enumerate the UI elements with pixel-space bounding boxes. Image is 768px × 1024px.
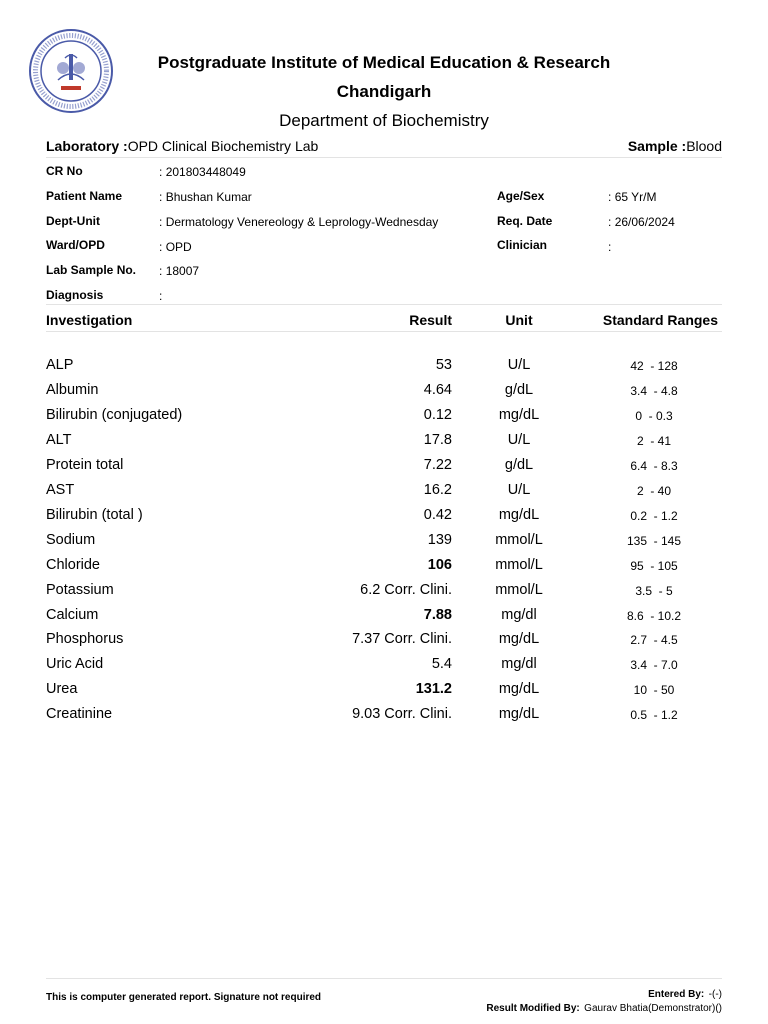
header-standard-ranges: Standard Ranges: [602, 312, 718, 328]
dept-unit-label: Dept-Unit: [46, 214, 100, 228]
lab-sample-no-value: 18007: [165, 264, 200, 278]
header-result: Result: [409, 312, 452, 328]
ward-opd-value: OPD: [165, 240, 192, 254]
result-value: 4.64: [423, 381, 452, 398]
standard-range: 6.4 - 8.3: [630, 458, 678, 473]
investigation-name: ALT: [46, 431, 72, 448]
laboratory-value: OPD Clinical Biochemistry Lab: [127, 138, 319, 154]
sample-line: [628, 138, 722, 156]
cr-no-value: 201803448049: [165, 165, 246, 179]
lab-sample-no-field: [159, 264, 199, 278]
lab-sample-no-label: Lab Sample No.: [46, 263, 137, 277]
table-row: [0, 557, 768, 582]
table-row: [0, 656, 768, 681]
entered-by-value: -(-): [708, 989, 722, 1000]
laboratory-line: [46, 138, 318, 156]
req-date-label: Req. Date: [497, 214, 553, 228]
unit-value: mg/dL: [498, 681, 540, 698]
unit-value: U/L: [507, 481, 531, 498]
standard-range: 0.5 - 1.2: [630, 708, 678, 723]
result-value: 7.37 Corr. Clini.: [352, 631, 452, 648]
dept-unit-value: Dermatology Venereology & Leprology-Wednesday: [165, 215, 439, 229]
table-row: [0, 382, 768, 407]
result-value: 9.03 Corr. Clini.: [352, 706, 452, 723]
table-row: [0, 507, 768, 532]
result-value: 17.8: [423, 431, 452, 448]
separator: :: [159, 264, 163, 278]
result-value: 139: [427, 531, 452, 548]
table-row: [0, 482, 768, 507]
cr-no-label: CR No: [46, 164, 83, 178]
modified-by-value: Gaurav Bhatia(Demonstrator)(): [584, 1003, 722, 1014]
investigation-name: Phosphorus: [46, 631, 124, 648]
unit-value: mg/dL: [498, 506, 540, 523]
investigation-name: Protein total: [46, 456, 124, 473]
investigation-name: Urea: [46, 681, 78, 698]
divider: [46, 978, 722, 979]
req-date-value: 26/06/2024: [614, 215, 675, 229]
standard-range: 3.5 - 5: [635, 583, 673, 598]
result-value: 0.12: [423, 406, 452, 423]
standard-range: 0 - 0.3: [635, 408, 673, 423]
standard-range: 8.6 - 10.2: [626, 608, 682, 623]
investigation-name: AST: [46, 481, 75, 498]
diagnosis-label: Diagnosis: [46, 288, 104, 302]
investigation-name: Sodium: [46, 531, 96, 548]
laboratory-label: Laboratory :: [46, 138, 128, 154]
result-value: 0.42: [423, 506, 452, 523]
institute-city: Chandigarh: [336, 82, 432, 101]
separator: :: [608, 215, 612, 229]
separator: :: [608, 240, 612, 254]
separator: :: [159, 165, 163, 179]
age-sex-field: [608, 190, 656, 204]
table-row: [0, 582, 768, 607]
patient-name-label: Patient Name: [46, 189, 123, 203]
unit-value: U/L: [507, 357, 531, 373]
clinician-field: [608, 240, 611, 254]
table-row: [0, 532, 768, 557]
divider: [46, 304, 722, 305]
header-investigation: Investigation: [46, 312, 133, 328]
institute-name: Postgraduate Institute of Medical Education & Research: [157, 53, 611, 72]
standard-range: 95 - 105: [630, 558, 678, 573]
table-row: [0, 681, 768, 706]
standard-range: 42 - 128: [630, 359, 678, 373]
table-row: [0, 357, 768, 382]
result-value: 131.2: [415, 681, 452, 698]
divider: [46, 331, 722, 332]
patient-name-field: [159, 190, 252, 204]
modified-by-label: Result Modified By:: [486, 1003, 580, 1014]
standard-range: 0.2 - 1.2: [630, 508, 678, 523]
standard-range: 2.7 - 4.5: [630, 633, 678, 648]
header-unit: Unit: [505, 312, 533, 328]
age-sex-value: 65 Yr/M: [614, 190, 657, 204]
standard-range: 135 - 145: [626, 533, 682, 548]
investigation-name: Calcium: [46, 606, 99, 623]
result-value: 7.88: [423, 606, 452, 623]
separator: :: [608, 190, 612, 204]
footer-note: This is computer generated report. Signature not required: [46, 992, 322, 1003]
standard-range: 3.4 - 7.0: [630, 658, 678, 673]
table-row: [0, 407, 768, 432]
table-row: [0, 607, 768, 632]
unit-value: mmol/L: [495, 531, 543, 548]
req-date-field: [608, 215, 675, 229]
ward-opd-field: [159, 240, 192, 254]
unit-value: mg/dL: [498, 406, 540, 423]
entered-by-label: Entered By:: [648, 989, 705, 1000]
unit-value: mg/dL: [498, 706, 540, 723]
result-value: 53: [435, 357, 452, 373]
investigation-name: Creatinine: [46, 706, 113, 723]
investigation-name: Uric Acid: [46, 656, 104, 673]
divider: [46, 157, 722, 158]
modified-by: [486, 998, 722, 1016]
unit-value: mmol/L: [495, 556, 543, 573]
result-value: 16.2: [423, 481, 452, 498]
cr-no-field: [159, 165, 246, 179]
separator: :: [159, 190, 163, 204]
result-value: 6.2 Corr. Clini.: [360, 581, 452, 598]
investigation-name: Bilirubin (total ): [46, 506, 143, 523]
standard-range: 2 - 40: [636, 483, 672, 498]
investigation-name: Bilirubin (conjugated): [46, 406, 183, 423]
unit-value: mg/dl: [501, 606, 537, 623]
separator: :: [159, 240, 163, 254]
investigation-name: Potassium: [46, 581, 114, 598]
clinician-label: Clinician: [497, 238, 548, 252]
unit-value: mg/dL: [498, 631, 540, 648]
separator: :: [159, 215, 163, 229]
result-value: 106: [427, 556, 452, 573]
department-name: Department of Biochemistry: [279, 111, 489, 130]
standard-range: 2 - 41: [636, 433, 672, 448]
separator: :: [159, 289, 163, 303]
unit-value: U/L: [507, 431, 531, 448]
unit-value: g/dL: [504, 381, 534, 398]
table-row: [0, 706, 768, 731]
diagnosis-field: [159, 289, 162, 303]
table-row: [0, 457, 768, 482]
result-value: 5.4: [431, 656, 452, 673]
standard-range: 3.4 - 4.8: [630, 383, 678, 398]
table-row: [0, 631, 768, 656]
unit-value: g/dL: [504, 456, 534, 473]
unit-value: mmol/L: [495, 581, 543, 598]
investigation-name: ALP: [46, 357, 74, 373]
standard-range: 10 - 50: [633, 683, 675, 698]
result-value: 7.22: [423, 456, 452, 473]
unit-value: mg/dl: [501, 656, 537, 673]
sample-value: Blood: [686, 138, 722, 154]
patient-name-value: Bhushan Kumar: [165, 190, 252, 204]
dept-unit-field: [159, 215, 438, 229]
investigation-name: Albumin: [46, 381, 99, 398]
ward-opd-label: Ward/OPD: [46, 238, 105, 252]
sample-label: Sample :: [627, 138, 687, 154]
investigation-name: Chloride: [46, 556, 100, 573]
age-sex-label: Age/Sex: [497, 189, 545, 203]
table-row: [0, 432, 768, 457]
